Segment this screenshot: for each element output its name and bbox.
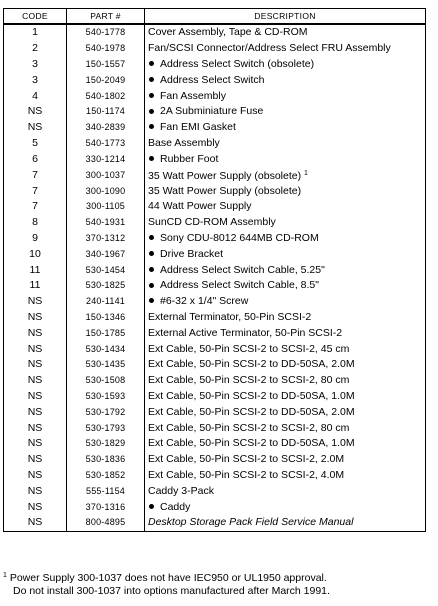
row-part-number: 530-1435 <box>67 357 145 373</box>
description-text: Address Select Switch <box>160 73 265 86</box>
description-text: Ext Cable, 50-Pin SCSI-2 to DD-50SA, 2.0M <box>148 405 355 418</box>
table-row <box>4 515 426 531</box>
row-part-number: 370-1316 <box>67 499 145 515</box>
row-code: NS <box>4 325 67 341</box>
description-text: Caddy <box>160 500 191 513</box>
row-description <box>145 373 426 389</box>
row-part-number: 800-4895 <box>67 515 145 531</box>
row-description <box>145 294 426 310</box>
description-text: SunCD CD-ROM Assembly <box>148 216 276 229</box>
row-part-number: 530-1434 <box>67 341 145 357</box>
footnote-line-1: Power Supply 300-1037 does not have IEC950 or UL1950 approval. <box>9 572 327 584</box>
row-part-number: 300-1090 <box>67 183 145 199</box>
table-row <box>4 436 426 452</box>
description-text: Cover Assembly, Tape & CD-ROM <box>148 26 308 39</box>
row-description <box>145 136 426 152</box>
row-code: NS <box>4 499 67 515</box>
row-description <box>145 404 426 420</box>
row-description <box>145 57 426 73</box>
row-description <box>145 262 426 278</box>
row-part-number: 150-1174 <box>67 104 145 120</box>
row-code: NS <box>4 483 67 499</box>
table-row <box>4 420 426 436</box>
row-part-number: 540-1978 <box>67 41 145 57</box>
description-text: Base Assembly <box>148 136 220 149</box>
row-part-number: 300-1037 <box>67 167 145 183</box>
row-part-number: 530-1593 <box>67 389 145 405</box>
row-part-number: 530-1793 <box>67 420 145 436</box>
row-code: 6 <box>4 151 67 167</box>
row-code: NS <box>4 310 67 326</box>
row-code: NS <box>4 404 67 420</box>
row-code: NS <box>4 373 67 389</box>
bullet-icon <box>149 504 154 509</box>
bullet-icon <box>149 283 154 288</box>
footnote-ref: 1 <box>304 170 308 178</box>
table-row <box>4 325 426 341</box>
row-part-number: 530-1792 <box>67 404 145 420</box>
table-row <box>4 341 426 357</box>
row-part-number: 150-1557 <box>67 57 145 73</box>
row-part-number: 540-1778 <box>67 24 145 41</box>
row-part-number: 530-1508 <box>67 373 145 389</box>
table-row <box>4 151 426 167</box>
header-row <box>4 9 426 25</box>
table-row <box>4 468 426 484</box>
row-description <box>145 88 426 104</box>
row-code: 5 <box>4 136 67 152</box>
table-row <box>4 199 426 215</box>
row-description <box>145 167 426 183</box>
row-description <box>145 231 426 247</box>
row-description <box>145 452 426 468</box>
bullet-icon <box>149 267 154 272</box>
description-text: Fan EMI Gasket <box>160 121 236 134</box>
description-text: Ext Cable, 50-Pin SCSI-2 to DD-50SA, 2.0M <box>148 358 355 371</box>
description-text: 35 Watt Power Supply (obsolete) <box>148 170 302 183</box>
description-text: Desktop Storage Pack Field Service Manual <box>148 516 354 529</box>
description-text: Ext Cable, 50-Pin SCSI-2 to SCSI-2, 4.0M <box>148 468 345 481</box>
row-code: 7 <box>4 199 67 215</box>
row-code: NS <box>4 420 67 436</box>
row-code: NS <box>4 389 67 405</box>
table-row <box>4 278 426 294</box>
row-description <box>145 420 426 436</box>
parts-table <box>3 8 426 532</box>
table-row <box>4 294 426 310</box>
row-description <box>145 151 426 167</box>
bullet-icon <box>149 235 154 240</box>
description-text: 2A Subminiature Fuse <box>160 105 264 118</box>
row-description <box>145 183 426 199</box>
row-code: 8 <box>4 215 67 231</box>
row-part-number: 330-1214 <box>67 151 145 167</box>
description-text: Ext Cable, 50-Pin SCSI-2 to SCSI-2, 80 cm <box>148 421 350 434</box>
table-row <box>4 57 426 73</box>
table-row <box>4 246 426 262</box>
table-row <box>4 183 426 199</box>
row-description <box>145 24 426 41</box>
table-row <box>4 452 426 468</box>
header-description: DESCRIPTION <box>145 9 426 25</box>
row-part-number: 530-1829 <box>67 436 145 452</box>
description-text: Rubber Foot <box>160 152 219 165</box>
row-description <box>145 72 426 88</box>
row-description <box>145 468 426 484</box>
row-code: NS <box>4 341 67 357</box>
row-part-number: 340-1967 <box>67 246 145 262</box>
row-code: 1 <box>4 24 67 41</box>
bullet-icon <box>149 251 154 256</box>
description-text: External Active Terminator, 50-Pin SCSI-2 <box>148 326 343 339</box>
row-part-number: 540-1773 <box>67 136 145 152</box>
bullet-icon <box>149 93 154 98</box>
row-part-number: 540-1802 <box>67 88 145 104</box>
table-row <box>4 357 426 373</box>
bullet-icon <box>149 77 154 82</box>
row-part-number: 240-1141 <box>67 294 145 310</box>
row-code: NS <box>4 515 67 531</box>
row-part-number: 150-2049 <box>67 72 145 88</box>
bullet-icon <box>149 109 154 114</box>
row-code: NS <box>4 452 67 468</box>
footnote-line-2: Do not install 300-1037 into options manufactured after March 1991. <box>13 585 330 597</box>
row-part-number: 530-1825 <box>67 278 145 294</box>
row-description <box>145 215 426 231</box>
description-text: Caddy 3-Pack <box>148 484 214 497</box>
table-row <box>4 373 426 389</box>
table-row <box>4 167 426 183</box>
row-code: 11 <box>4 262 67 278</box>
row-code: NS <box>4 357 67 373</box>
table-row <box>4 404 426 420</box>
row-part-number: 530-1836 <box>67 452 145 468</box>
row-description <box>145 41 426 57</box>
row-description <box>145 120 426 136</box>
table-row <box>4 215 426 231</box>
row-part-number: 300-1105 <box>67 199 145 215</box>
row-code: 4 <box>4 88 67 104</box>
description-text: Ext Cable, 50-Pin SCSI-2 to DD-50SA, 1.0M <box>148 389 355 402</box>
table-row <box>4 72 426 88</box>
table-row <box>4 120 426 136</box>
bullet-icon <box>149 156 154 161</box>
table-body <box>4 24 426 531</box>
description-text: Ext Cable, 50-Pin SCSI-2 to SCSI-2, 45 cm <box>148 342 350 355</box>
row-code: NS <box>4 294 67 310</box>
description-text: #6-32 x 1/4" Screw <box>160 295 249 308</box>
description-text: External Terminator, 50-Pin SCSI-2 <box>148 310 312 323</box>
row-description <box>145 278 426 294</box>
header-code: CODE <box>4 9 67 25</box>
row-description <box>145 325 426 341</box>
description-text: Address Select Switch Cable, 8.5" <box>160 279 319 292</box>
row-description <box>145 389 426 405</box>
row-code: 10 <box>4 246 67 262</box>
row-part-number: 530-1454 <box>67 262 145 278</box>
row-part-number: 530-1852 <box>67 468 145 484</box>
row-part-number: 555-1154 <box>67 483 145 499</box>
table-row <box>4 41 426 57</box>
row-description <box>145 483 426 499</box>
row-code: NS <box>4 436 67 452</box>
row-code: NS <box>4 120 67 136</box>
description-text: Fan/SCSI Connector/Address Select FRU Assembly <box>148 42 391 55</box>
row-description <box>145 341 426 357</box>
row-part-number: 150-1346 <box>67 310 145 326</box>
table-row <box>4 262 426 278</box>
header-part: PART # <box>67 9 145 25</box>
description-text: Address Select Switch Cable, 5.25" <box>160 263 325 276</box>
description-text: 44 Watt Power Supply <box>148 200 252 213</box>
description-text: Address Select Switch (obsolete) <box>160 57 315 70</box>
table-row <box>4 136 426 152</box>
table-row <box>4 389 426 405</box>
bullet-icon <box>149 298 154 303</box>
table-row <box>4 499 426 515</box>
row-part-number: 370-1312 <box>67 231 145 247</box>
row-description <box>145 515 426 531</box>
footnote-marker: 1 <box>3 572 7 579</box>
row-description <box>145 436 426 452</box>
row-description <box>145 499 426 515</box>
row-description <box>145 199 426 215</box>
row-description <box>145 357 426 373</box>
row-code: 9 <box>4 231 67 247</box>
bullet-icon <box>149 124 154 129</box>
row-code: 3 <box>4 57 67 73</box>
table-row <box>4 104 426 120</box>
row-code: 7 <box>4 167 67 183</box>
row-code: 11 <box>4 278 67 294</box>
row-description <box>145 104 426 120</box>
table-row <box>4 231 426 247</box>
row-description <box>145 246 426 262</box>
row-code: 2 <box>4 41 67 57</box>
row-part-number: 150-1785 <box>67 325 145 341</box>
row-part-number: 540-1931 <box>67 215 145 231</box>
description-text: Fan Assembly <box>160 89 226 102</box>
row-code: 7 <box>4 183 67 199</box>
description-text: 35 Watt Power Supply (obsolete) <box>148 184 302 197</box>
table-row <box>4 483 426 499</box>
row-code: NS <box>4 104 67 120</box>
row-code: NS <box>4 468 67 484</box>
row-description <box>145 310 426 326</box>
description-text: Ext Cable, 50-Pin SCSI-2 to SCSI-2, 2.0M <box>148 453 345 466</box>
table-row <box>4 24 426 41</box>
footnote <box>3 569 433 598</box>
description-text: Sony CDU-8012 644MB CD-ROM <box>160 231 319 244</box>
description-text: Ext Cable, 50-Pin SCSI-2 to SCSI-2, 80 cm <box>148 374 350 387</box>
table-row <box>4 310 426 326</box>
row-code: 3 <box>4 72 67 88</box>
table-row <box>4 88 426 104</box>
description-text: Drive Bracket <box>160 247 224 260</box>
row-part-number: 340-2839 <box>67 120 145 136</box>
description-text: Ext Cable, 50-Pin SCSI-2 to DD-50SA, 1.0M <box>148 437 355 450</box>
bullet-icon <box>149 61 154 66</box>
